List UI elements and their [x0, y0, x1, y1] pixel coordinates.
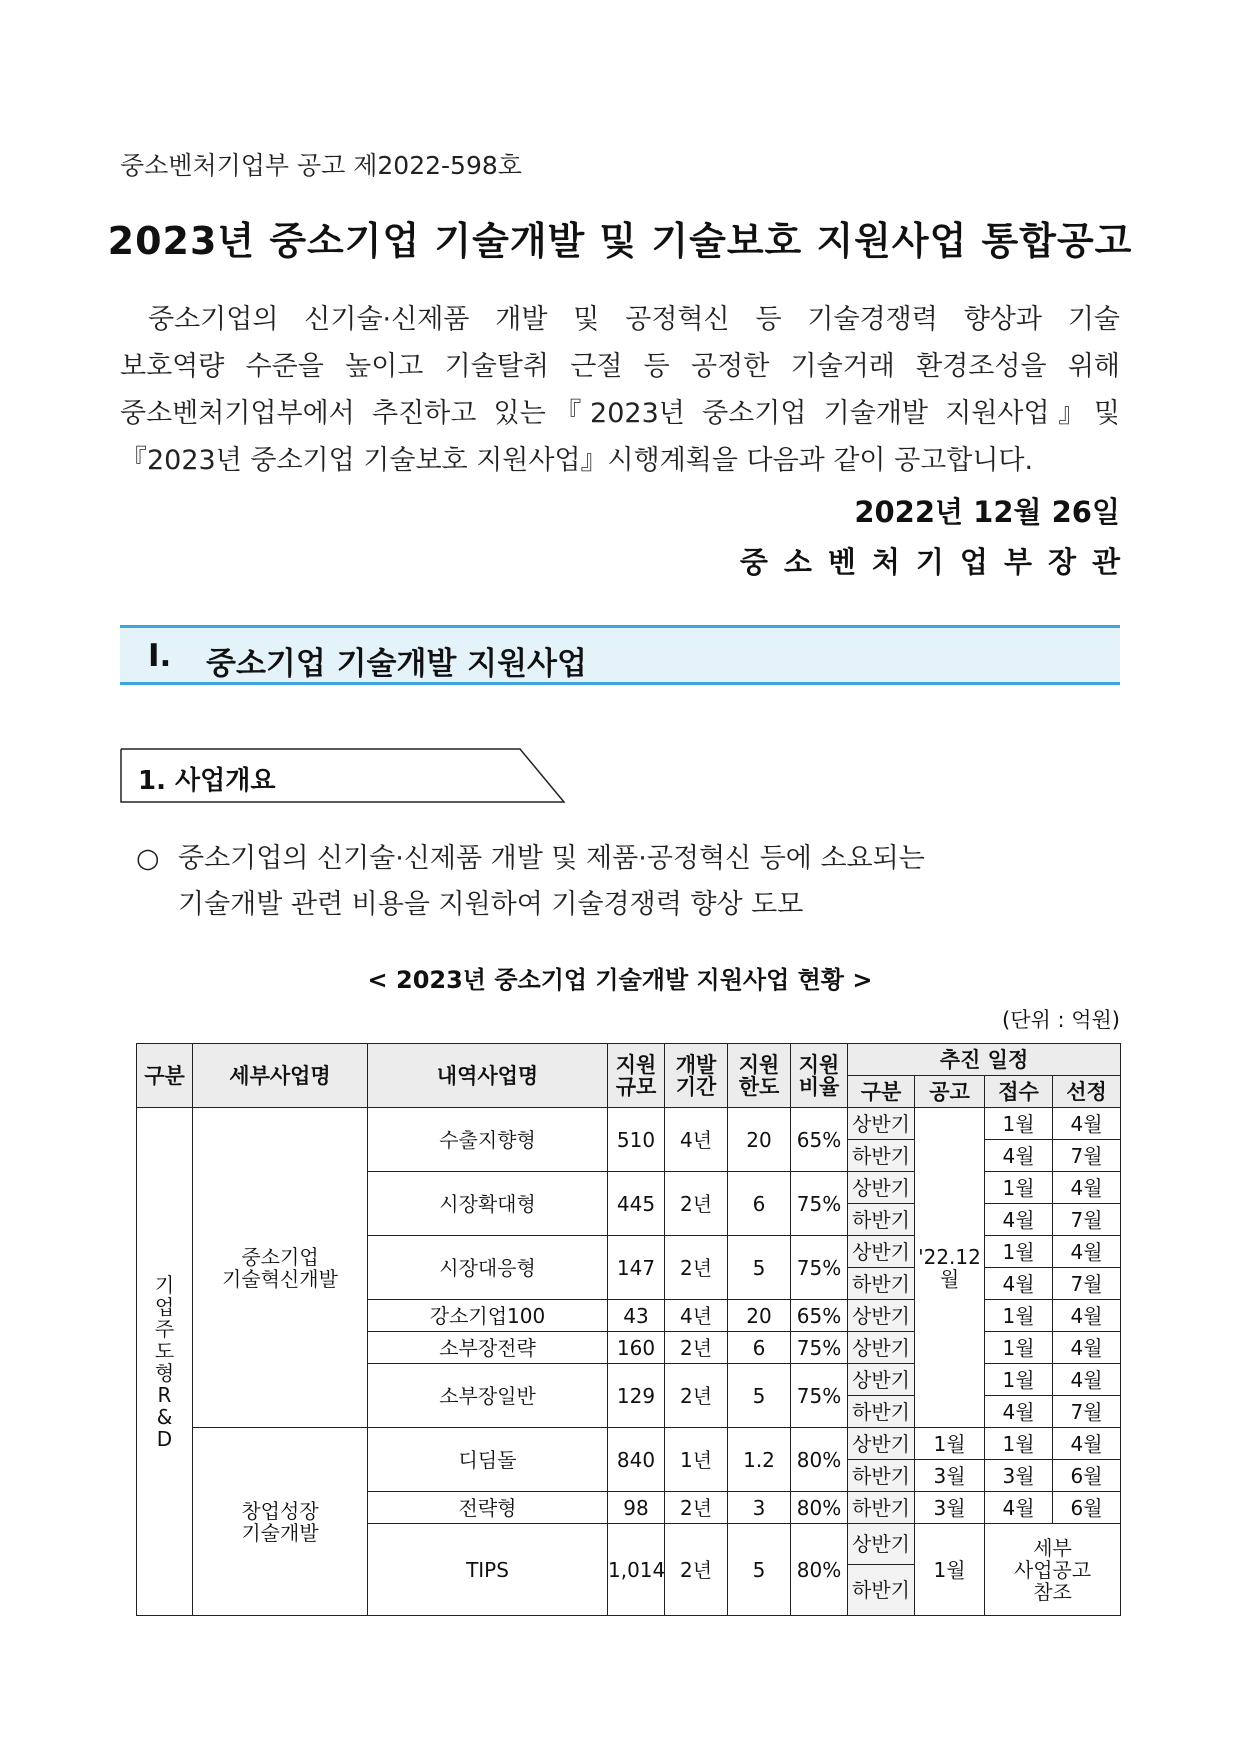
selection-cell: 4월	[1053, 1172, 1121, 1204]
selection-cell: 4월	[1053, 1332, 1121, 1364]
receipt-cell: 4월	[985, 1140, 1053, 1172]
half-cell: 상반기	[848, 1236, 915, 1268]
notice-number: 중소벤처기업부 공고 제2022-598호	[120, 151, 522, 180]
selection-cell: 7월	[1053, 1140, 1121, 1172]
receipt-cell: 1월	[985, 1364, 1053, 1396]
scale-cell: 445	[608, 1172, 665, 1236]
header-schedule: 추진 일정	[848, 1044, 1121, 1076]
program-table	[136, 1043, 1121, 1616]
header-receipt: 접수	[985, 1076, 1053, 1108]
period-cell: 2년	[665, 1332, 728, 1364]
half-cell: 상반기	[848, 1300, 915, 1332]
limit-cell: 5	[728, 1524, 791, 1616]
intro-line: 보호역량 수준을 높이고 기술탈취 근절 등 공정한 기술거래 환경조성을 위해	[120, 351, 1120, 382]
header-category: 구분	[137, 1044, 193, 1108]
limit-cell: 6	[728, 1332, 791, 1364]
limit-cell: 6	[728, 1172, 791, 1236]
header-detail-program: 내역사업명	[368, 1044, 608, 1108]
program-name: 강소기업100	[368, 1300, 608, 1332]
limit-cell: 20	[728, 1108, 791, 1172]
selection-cell: 6월	[1053, 1492, 1121, 1524]
receipt-cell: 1월	[985, 1108, 1053, 1140]
bullet-line: 중소기업의 신기술·신제품 개발 및 제품·공정혁신 등에 소요되는	[178, 843, 925, 874]
period-cell: 2년	[665, 1492, 728, 1524]
bullet-mark: ○	[136, 843, 160, 874]
half-cell: 하반기	[848, 1492, 915, 1524]
selection-cell: 4월	[1053, 1108, 1121, 1140]
header-half: 구분	[848, 1076, 915, 1108]
intro-line: 중소벤처기업부에서 추진하고 있는『2023년 중소기업 기술개발 지원사업』및	[120, 398, 1120, 429]
half-cell: 하반기	[848, 1268, 915, 1300]
header-sub-program: 세부사업명	[193, 1044, 368, 1108]
section-title: 중소기업 기술개발 지원사업	[206, 646, 587, 682]
receipt-cell: 4월	[985, 1204, 1053, 1236]
selection-cell: 6월	[1053, 1460, 1121, 1492]
selection-cell: 4월	[1053, 1364, 1121, 1396]
scale-cell: 840	[608, 1428, 665, 1492]
ratio-cell: 65%	[791, 1108, 848, 1172]
issuer-name: 중소벤처기업부장관	[739, 545, 1136, 579]
ratio-cell: 75%	[791, 1172, 848, 1236]
receipt-cell: 4월	[985, 1492, 1053, 1524]
half-cell: 하반기	[848, 1565, 915, 1616]
half-cell: 상반기	[848, 1172, 915, 1204]
header-ratio: 지원 비율	[791, 1044, 848, 1108]
announce-cell: 3월	[915, 1460, 985, 1492]
half-cell: 하반기	[848, 1460, 915, 1492]
scale-cell: 147	[608, 1236, 665, 1300]
bullet-line: 기술개발 관련 비용을 지원하여 기술경쟁력 향상 도모	[178, 889, 804, 920]
ratio-cell: 80%	[791, 1492, 848, 1524]
scale-cell: 510	[608, 1108, 665, 1172]
section-number: Ⅰ.	[148, 638, 172, 674]
selection-cell: 7월	[1053, 1396, 1121, 1428]
table-caption: < 2023년 중소기업 기술개발 지원사업 현황 >	[367, 966, 873, 994]
receipt-cell: 1월	[985, 1172, 1053, 1204]
table-unit: (단위 : 억원)	[1002, 1008, 1120, 1032]
program-name: TIPS	[368, 1524, 608, 1616]
header-announce: 공고	[915, 1076, 985, 1108]
half-cell: 상반기	[848, 1108, 915, 1140]
receipt-cell: 4월	[985, 1268, 1053, 1300]
half-cell: 상반기	[848, 1428, 915, 1460]
receipt-cell: 4월	[985, 1396, 1053, 1428]
limit-cell: 5	[728, 1364, 791, 1428]
selection-cell: 4월	[1053, 1428, 1121, 1460]
half-cell: 상반기	[848, 1364, 915, 1396]
period-cell: 4년	[665, 1108, 728, 1172]
receipt-cell: 1월	[985, 1428, 1053, 1460]
selection-cell: 7월	[1053, 1268, 1121, 1300]
receipt-cell: 3월	[985, 1460, 1053, 1492]
header-limit: 지원 한도	[728, 1044, 791, 1108]
header-scale: 지원 규모	[608, 1044, 665, 1108]
scale-cell: 160	[608, 1332, 665, 1364]
period-cell: 2년	[665, 1524, 728, 1616]
scale-cell: 98	[608, 1492, 665, 1524]
program-name: 수출지향형	[368, 1108, 608, 1172]
receipt-cell: 1월	[985, 1236, 1053, 1268]
limit-cell: 3	[728, 1492, 791, 1524]
period-cell: 2년	[665, 1364, 728, 1428]
program-name: 소부장전략	[368, 1332, 608, 1364]
scale-cell: 1,014	[608, 1524, 665, 1616]
group-name: 창업성장 기술개발	[193, 1428, 368, 1616]
scale-cell: 129	[608, 1364, 665, 1428]
program-name: 소부장일반	[368, 1364, 608, 1428]
period-cell: 4년	[665, 1300, 728, 1332]
half-cell: 상반기	[848, 1524, 915, 1565]
period-cell: 2년	[665, 1236, 728, 1300]
half-cell: 하반기	[848, 1204, 915, 1236]
receipt-cell: 1월	[985, 1300, 1053, 1332]
ratio-cell: 75%	[791, 1364, 848, 1428]
document-title: 2023년 중소기업 기술개발 및 기술보호 지원사업 통합공고	[107, 219, 1133, 263]
program-name: 전략형	[368, 1492, 608, 1524]
selection-cell: 7월	[1053, 1204, 1121, 1236]
announce-cell: 1월	[915, 1428, 985, 1460]
limit-cell: 5	[728, 1236, 791, 1300]
announce-cell: '22.12월	[915, 1108, 985, 1428]
half-cell: 하반기	[848, 1396, 915, 1428]
program-name: 시장확대형	[368, 1172, 608, 1236]
half-cell: 하반기	[848, 1140, 915, 1172]
program-name: 시장대응형	[368, 1236, 608, 1300]
ratio-cell: 65%	[791, 1300, 848, 1332]
limit-cell: 1.2	[728, 1428, 791, 1492]
intro-paragraph	[120, 296, 1120, 484]
announcement-date: 2022년 12월 26일	[854, 495, 1120, 529]
period-cell: 1년	[665, 1428, 728, 1492]
selection-cell: 4월	[1053, 1236, 1121, 1268]
announce-cell: 3월	[915, 1492, 985, 1524]
selection-cell: 4월	[1053, 1300, 1121, 1332]
ratio-cell: 75%	[791, 1236, 848, 1300]
note-cell: 세부 사업공고 참조	[985, 1524, 1121, 1616]
subsection-heading	[120, 748, 566, 804]
receipt-cell: 1월	[985, 1332, 1053, 1364]
header-selection: 선정	[1053, 1076, 1121, 1108]
header-period: 개발 기간	[665, 1044, 728, 1108]
announce-cell: 1월	[915, 1524, 985, 1616]
ratio-cell: 80%	[791, 1428, 848, 1492]
category-cell: 기 업 주 도 형 R & D	[137, 1108, 193, 1616]
section-heading	[120, 625, 1120, 685]
intro-line: 중소기업의 신기술·신제품 개발 및 공정혁신 등 기술경쟁력 향상과 기술	[148, 304, 1120, 335]
intro-line: 『2023년 중소기업 기술보호 지원사업』시행계획을 다음과 같이 공고합니다.	[120, 445, 1034, 476]
ratio-cell: 80%	[791, 1524, 848, 1616]
group-name: 중소기업 기술혁신개발	[193, 1108, 368, 1428]
ratio-cell: 75%	[791, 1332, 848, 1364]
limit-cell: 20	[728, 1300, 791, 1332]
scale-cell: 43	[608, 1300, 665, 1332]
program-name: 디딤돌	[368, 1428, 608, 1492]
subsection-title: 1. 사업개요	[138, 766, 276, 796]
half-cell: 상반기	[848, 1332, 915, 1364]
period-cell: 2년	[665, 1172, 728, 1236]
